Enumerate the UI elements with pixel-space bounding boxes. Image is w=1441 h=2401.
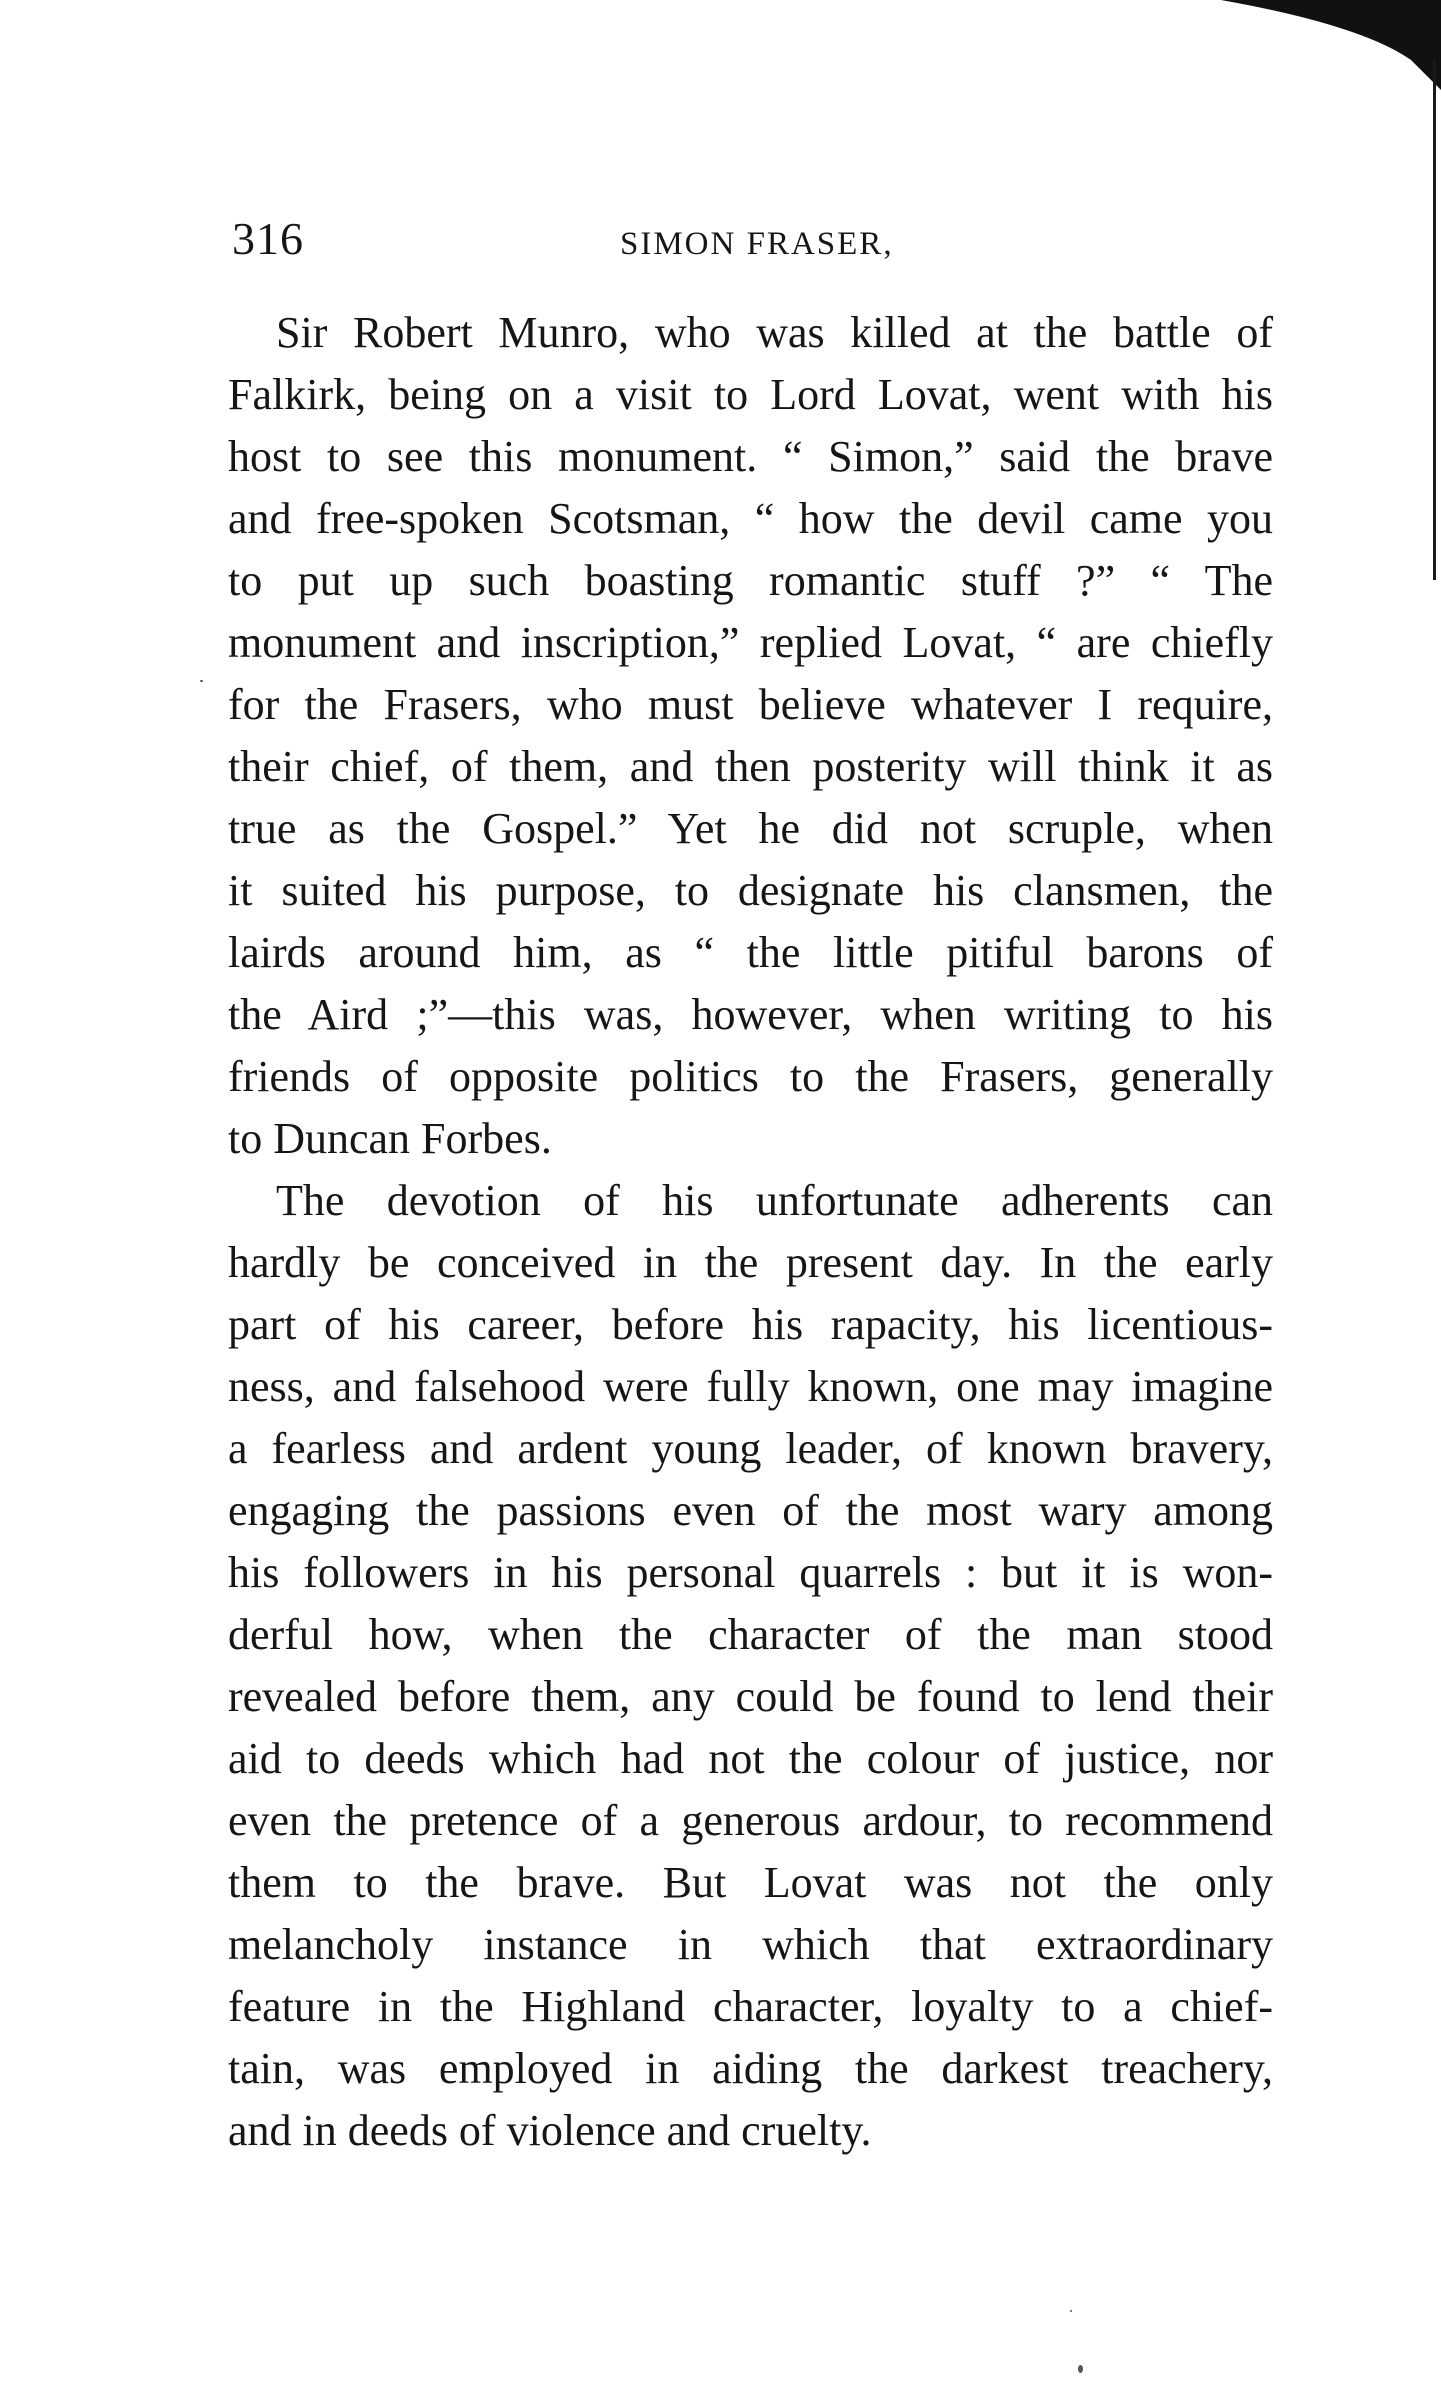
text-line: them to the brave. But Lovat was not the only <box>228 1858 1273 1907</box>
text-line: their chief, of them, and then posterity will think it as <box>228 742 1273 791</box>
text-line: derful how, when the character of the man stood <box>228 1610 1273 1659</box>
binding-shadow <box>1161 0 1441 90</box>
text-line: lairds around him, as “ the little pitiful barons of <box>228 928 1273 977</box>
text-line: a fearless and ardent young leader, of known bravery, <box>228 1424 1273 1473</box>
text-line: part of his career, before his rapacity, his licentious- <box>228 1300 1273 1349</box>
text-line: revealed before them, any could be found to lend their <box>228 1672 1273 1721</box>
text-line: feature in the Highland character, loyalty to a chief- <box>228 1982 1273 2031</box>
text-line: to put up such boasting romantic stuff ?” “ The <box>228 556 1273 605</box>
text-line: hardly be conceived in the present day. In the early <box>228 1238 1273 1287</box>
text-line: the Aird ;”—this was, however, when writing to his <box>228 990 1273 1039</box>
text-line: his followers in his personal quarrels : but it is won- <box>228 1548 1273 1597</box>
text-line: even the pretence of a generous ardour, to recommend <box>228 1796 1273 1845</box>
text-line: to Duncan Forbes. <box>228 1114 552 1163</box>
body-text <box>228 302 1273 2162</box>
paragraph-2 <box>228 1170 1273 2162</box>
text-line: melancholy instance in which that extraordinary <box>228 1920 1273 1969</box>
text-line: friends of opposite politics to the Frasers, generally <box>228 1052 1273 1101</box>
text-line: Falkirk, being on a visit to Lord Lovat, went with his <box>228 370 1273 419</box>
page-edge-line <box>1433 60 1436 580</box>
text-line: true as the Gospel.” Yet he did not scruple, when <box>228 804 1273 853</box>
text-line: ness, and falsehood were fully known, one may imagine <box>228 1362 1273 1411</box>
text-line: Sir Robert Munro, who was killed at the battle of <box>276 308 1273 357</box>
text-line: and free-spoken Scotsman, “ how the devil came you <box>228 494 1273 543</box>
text-line: aid to deeds which had not the colour of justice, nor <box>228 1734 1273 1783</box>
text-line: engaging the passions even of the most wary among <box>228 1486 1273 1535</box>
text-line: it suited his purpose, to designate his clansmen, the <box>228 866 1273 915</box>
dust-speck <box>1078 2365 1083 2373</box>
page-number: 316 <box>232 213 304 264</box>
text-line: The devotion of his unfortunate adherents can <box>276 1176 1273 1225</box>
text-line: for the Frasers, who must believe whatever I require, <box>228 680 1273 729</box>
page-header <box>232 212 1272 272</box>
text-line: host to see this monument. “ Simon,” said the brave <box>228 432 1273 481</box>
text-line: monument and inscription,” replied Lovat, “ are chiefly <box>228 618 1273 667</box>
running-head: SIMON FRASER, <box>620 226 894 262</box>
text-line: and in deeds of violence and cruelty. <box>228 2106 872 2155</box>
dust-speck <box>1070 2310 1072 2312</box>
paragraph-1 <box>228 302 1273 1170</box>
dust-speck <box>200 680 203 682</box>
text-line: tain, was employed in aiding the darkest treachery, <box>228 2044 1273 2093</box>
